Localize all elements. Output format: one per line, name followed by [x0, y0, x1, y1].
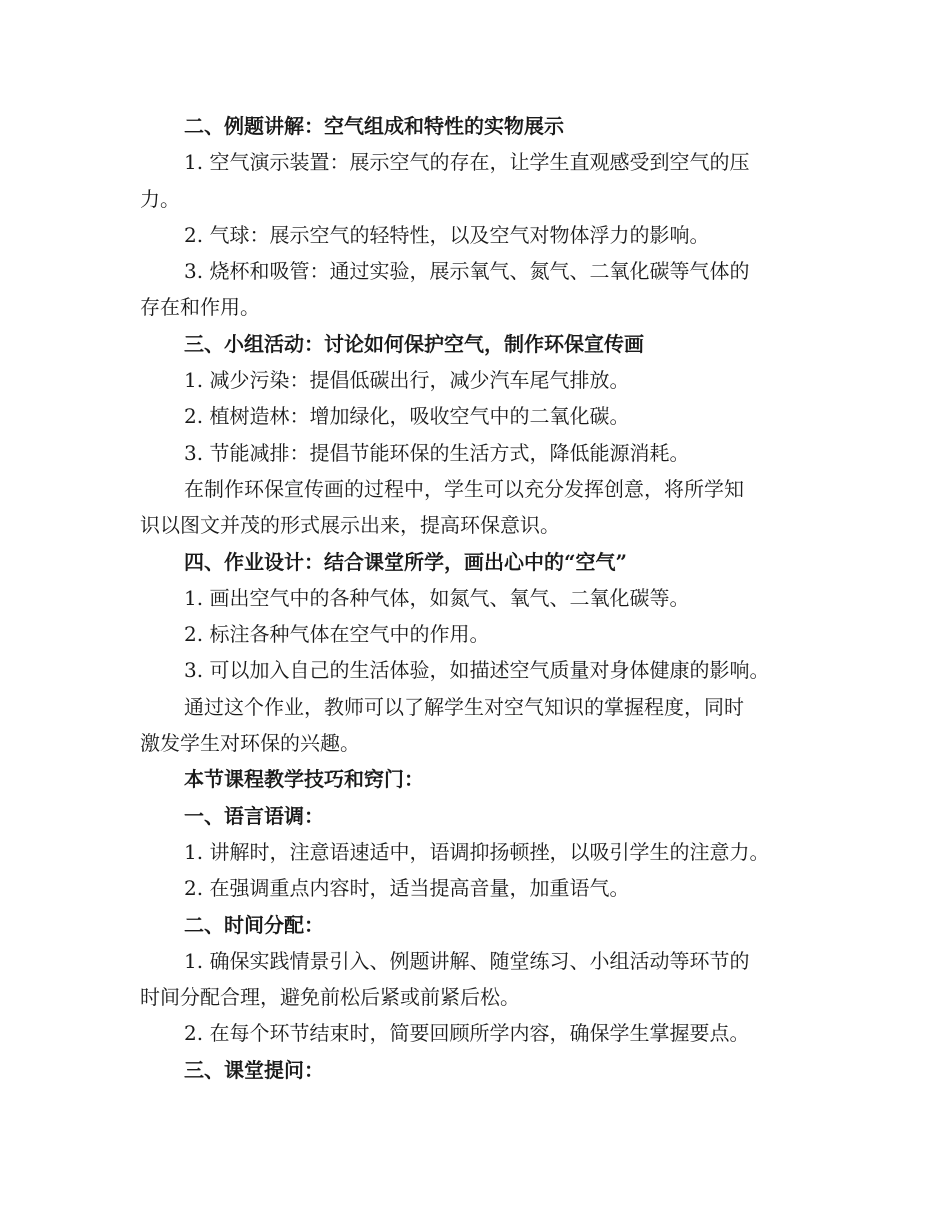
- paragraph-line: 2. 标注各种气体在空气中的作用。: [184, 622, 490, 647]
- section-heading: 三、课堂提问：: [184, 1057, 324, 1082]
- paragraph-line: 1. 确保实践情景引入、例题讲解、随堂练习、小组活动等环节的: [184, 948, 750, 973]
- paragraph-line: 力。: [140, 186, 180, 211]
- paragraph-line: 通过这个作业，教师可以了解学生对空气知识的掌握程度，同时: [184, 694, 744, 719]
- section-heading: 本节课程教学技巧和窍门：: [184, 767, 424, 792]
- paragraph-line: 存在和作用。: [140, 295, 260, 320]
- paragraph-line: 3. 可以加入自己的生活体验，如描述空气质量对身体健康的影响。: [184, 658, 770, 683]
- paragraph-line: 1. 减少污染：提倡低碳出行，减少汽车尾气排放。: [184, 368, 630, 393]
- section-heading: 一、语言语调：: [184, 803, 324, 828]
- paragraph-line: 3. 节能减排：提倡节能环保的生活方式，降低能源消耗。: [184, 440, 690, 465]
- paragraph-line: 2. 植树造林：增加绿化，吸收空气中的二氧化碳。: [184, 404, 630, 429]
- paragraph-line: 2. 在强调重点内容时，适当提高音量，加重语气。: [184, 876, 630, 901]
- section-heading: 二、时间分配：: [184, 912, 324, 937]
- paragraph-line: 时间分配合理，避免前松后紧或前紧后松。: [140, 985, 520, 1010]
- paragraph-line: 在制作环保宣传画的过程中，学生可以充分发挥创意，将所学知: [184, 476, 744, 501]
- section-heading: 二、例题讲解：空气组成和特性的实物展示: [184, 114, 564, 138]
- paragraph-line: 激发学生对环保的兴趣。: [140, 731, 360, 756]
- paragraph-line: 2. 气球：展示空气的轻特性，以及空气对物体浮力的影响。: [184, 222, 710, 247]
- paragraph-line: 3. 烧杯和吸管：通过实验，展示氧气、氮气、二氧化碳等气体的: [184, 259, 750, 284]
- paragraph-line: 1. 画出空气中的各种气体，如氮气、氧气、二氧化碳等。: [184, 585, 690, 610]
- section-heading: 三、小组活动：讨论如何保护空气，制作环保宣传画: [184, 331, 644, 356]
- paragraph-line: 识以图文并茂的形式展示出来，提高环保意识。: [140, 513, 560, 538]
- paragraph-line: 1. 空气演示装置：展示空气的存在，让学生直观感受到空气的压: [184, 150, 750, 175]
- paragraph-line: 1. 讲解时，注意语速适中，语调抑扬顿挫，以吸引学生的注意力。: [184, 839, 770, 864]
- document-page: [140, 108, 820, 1088]
- paragraph-line: 2. 在每个环节结束时，简要回顾所学内容，确保学生掌握要点。: [184, 1021, 750, 1046]
- section-heading: 四、作业设计：结合课堂所学，画出心中的“空气”: [184, 549, 628, 574]
